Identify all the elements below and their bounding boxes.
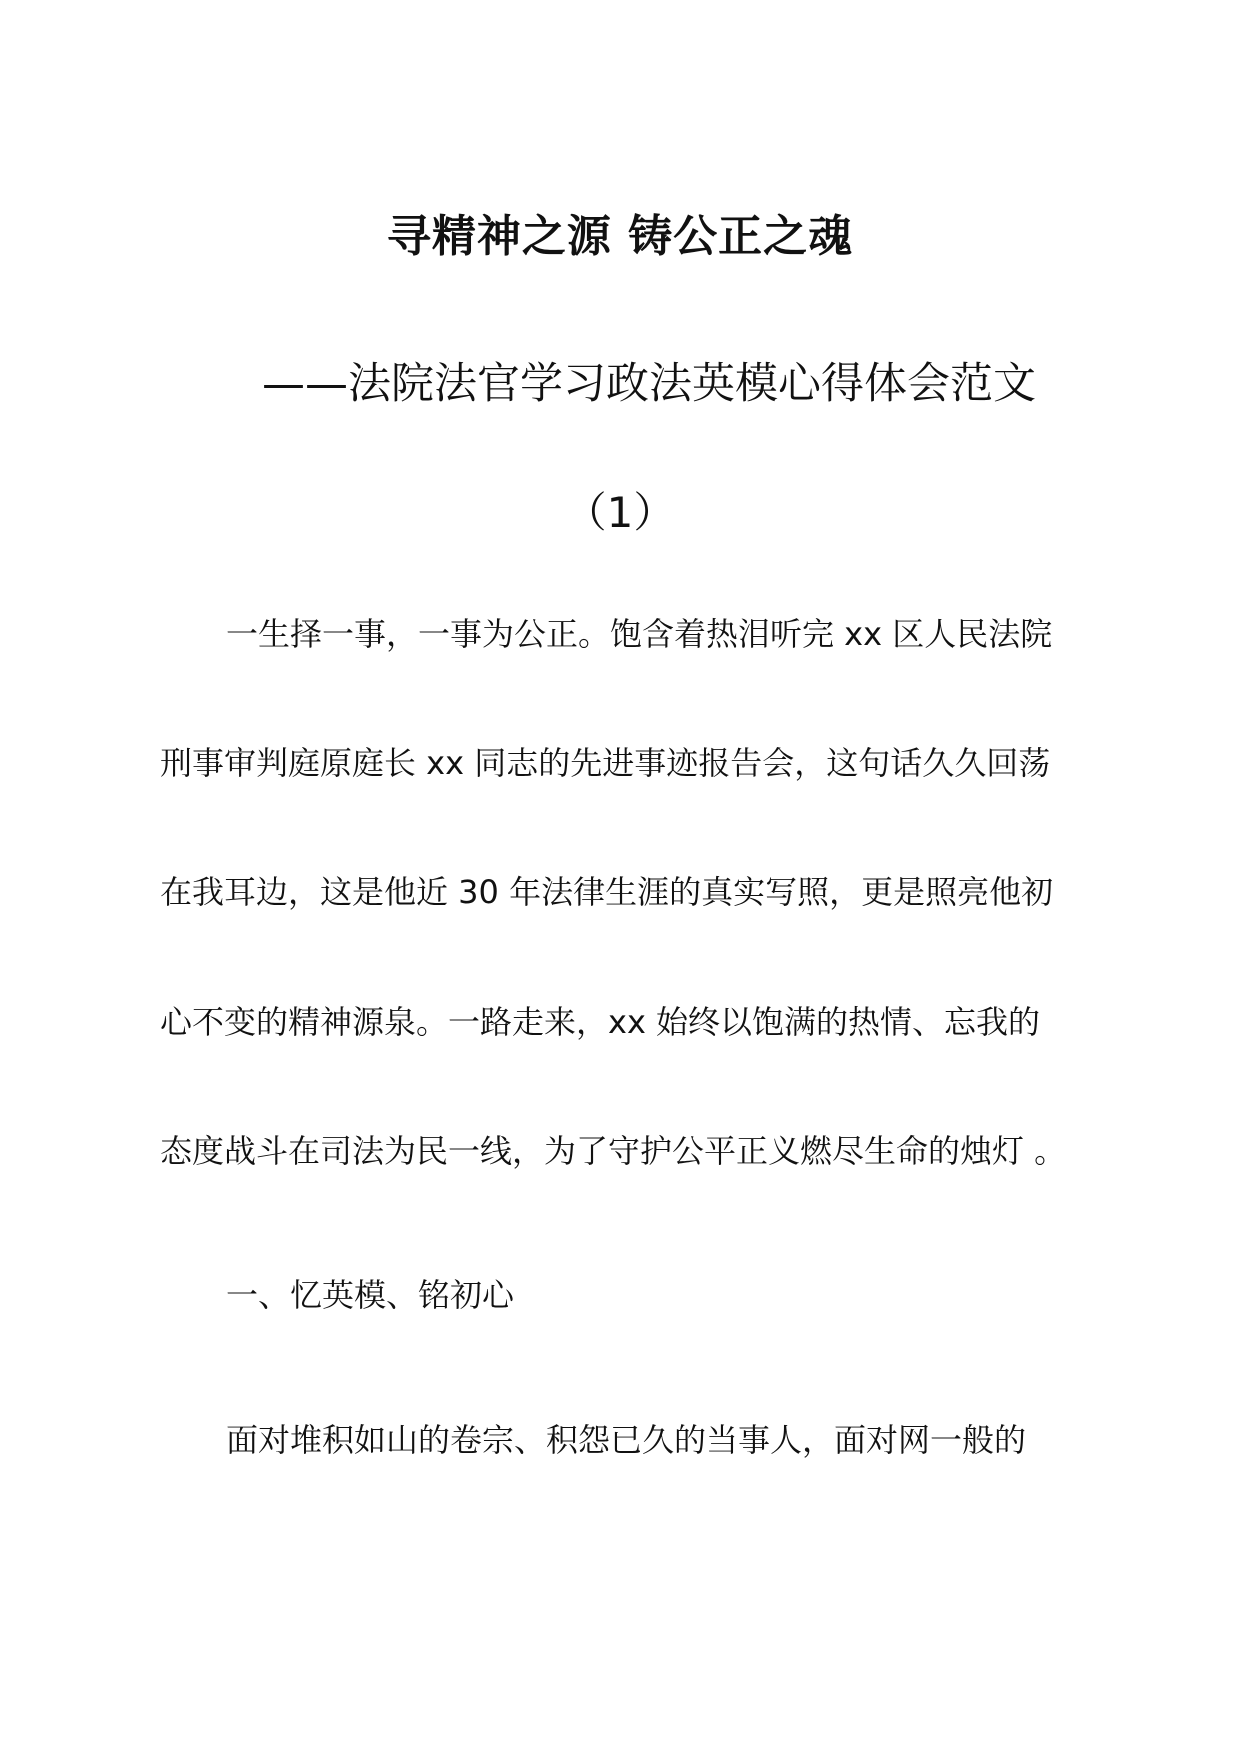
paragraph-line: 态度战斗在司法为民一线，为了守护公平正义燃尽生命的烛灯 。 xyxy=(160,1132,1067,1170)
paragraph-line: 在我耳边，这是他近 30 年法律生涯的真实写照，更是照亮他初 xyxy=(160,873,1054,911)
paragraph-line: 面对堆积如山的卷宗、积怨已久的当事人，面对网一般的 xyxy=(226,1421,1027,1459)
paragraph-line: 一生择一事，一事为公正。饱含着热泪听完 xx 区人民法院 xyxy=(226,615,1053,653)
document-title: 寻精神之源 铸公正之魂 xyxy=(386,211,854,262)
document-number: （1） xyxy=(564,488,676,537)
document-subtitle: ——法院法官学习政法英模心得体会范文 xyxy=(262,359,1036,409)
section-heading: 一、忆英模、铭初心 xyxy=(226,1276,515,1314)
paragraph-line: 刑事审判庭原庭长 xx 同志的先进事迹报告会，这句话久久回荡 xyxy=(160,744,1051,782)
paragraph-line: 心不变的精神源泉。一路走来，xx 始终以饱满的热情、忘我的 xyxy=(160,1003,1041,1041)
